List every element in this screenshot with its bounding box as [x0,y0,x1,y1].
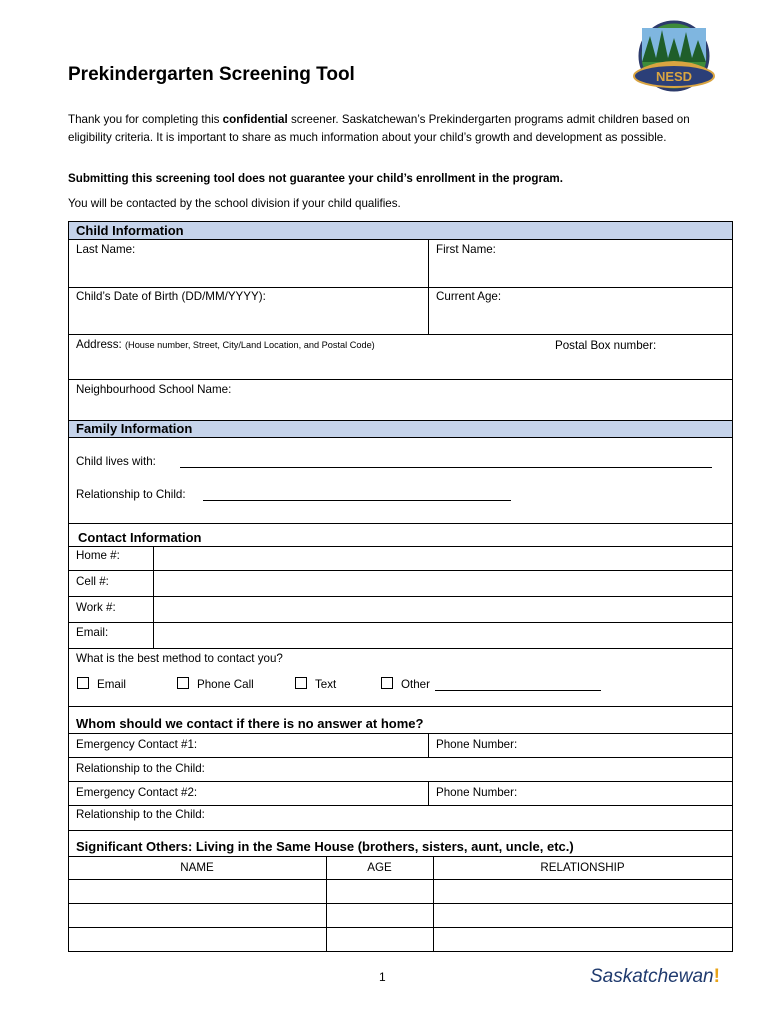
emergency-header: Whom should we contact if there is no answer at home? [76,716,424,731]
relationship-input[interactable] [203,500,511,501]
other-checkbox[interactable]: Other [381,677,430,691]
email-checkbox[interactable]: Email [77,677,126,691]
column-header-relationship: RELATIONSHIP [540,861,625,874]
column-header-name: NAME [180,861,214,874]
saskatchewan-logo: Saskatchewan! [590,966,720,987]
family-info-header: Family Information [68,420,733,438]
dob-field[interactable]: Child’s Date of Birth (DD/MM/YYYY): [76,290,266,303]
emergency-contact-1-field[interactable]: Emergency Contact #1: [76,738,198,751]
page-number: 1 [379,970,386,984]
best-method-label: What is the best method to contact you? [76,652,283,665]
page-title: Prekindergarten Screening Tool [68,64,355,85]
nesd-logo-icon [628,18,720,98]
table-row[interactable] [69,928,326,950]
address-field[interactable]: Address: (House number, Street, City/Land Location, and Postal Code) [76,338,375,351]
emergency-relationship-1-field[interactable]: Relationship to the Child: [76,762,205,775]
contact-info-header: Contact Information [78,530,202,545]
text-checkbox[interactable]: Text [295,677,336,691]
table-row[interactable] [69,904,326,926]
lives-with-input[interactable] [180,467,712,468]
column-header-age: AGE [367,861,392,874]
school-name-field[interactable]: Neighbourhood School Name: [76,383,232,396]
cell-phone-field[interactable]: Cell #: [76,575,109,588]
phone-call-checkbox[interactable]: Phone Call [177,677,254,691]
table-row[interactable] [69,880,326,902]
child-info-header: Child Information [68,221,733,240]
significant-others-header: Significant Others: Living in the Same House (brothers, sisters, aunt, uncle, etc.) [76,839,574,854]
first-name-field[interactable]: First Name: [436,243,496,256]
email-field[interactable]: Email: [76,626,109,639]
emergency-phone-2-field[interactable]: Phone Number: [436,786,518,799]
lives-with-label: Child lives with: [76,455,156,468]
contact-notice: You will be contacted by the school division if your child qualifies. [68,197,401,210]
enrollment-notice: Submitting this screening tool does not guarantee your child’s enrollment in the program. [68,172,563,185]
svg-text:NESD: NESD [655,69,693,84]
relationship-label: Relationship to Child: [76,488,186,501]
intro-paragraph: Thank you for completing this confidential screener. Saskatchewan’s Prekindergarten programs admit children based on eligibility criteria. It is important to share as much information about your child’s growth and development as possible. [68,113,690,144]
home-phone-field[interactable]: Home #: [76,549,120,562]
work-phone-field[interactable]: Work #: [76,601,116,614]
current-age-field[interactable]: Current Age: [436,290,502,303]
emergency-relationship-2-field[interactable]: Relationship to the Child: [76,808,205,821]
postal-box-field[interactable]: Postal Box number: [555,339,657,352]
other-method-input[interactable] [435,690,601,691]
last-name-field[interactable]: Last Name: [76,243,136,256]
emergency-phone-1-field[interactable]: Phone Number: [436,738,518,751]
emergency-contact-2-field[interactable]: Emergency Contact #2: [76,786,198,799]
